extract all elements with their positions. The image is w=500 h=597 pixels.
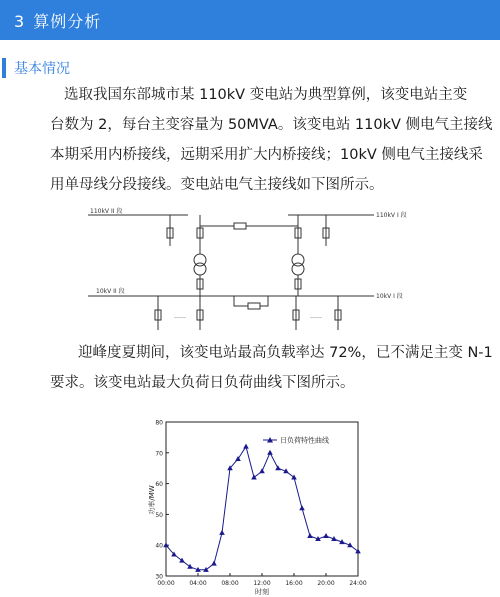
data-point <box>307 533 313 538</box>
data-point <box>291 474 297 479</box>
section-title: 3 算例分析 <box>14 11 102 31</box>
section-header <box>0 0 500 40</box>
data-point <box>275 465 281 470</box>
data-point <box>267 450 273 455</box>
x-tick-label: 04:00 <box>189 580 207 587</box>
feeder-ellipsis-right: …… <box>310 313 322 320</box>
bridge-breaker <box>234 223 246 229</box>
bus-tie-breaker <box>248 303 260 309</box>
data-point <box>219 530 225 535</box>
x-tick-label: 08:00 <box>221 580 239 587</box>
y-tick-label: 30 <box>155 573 163 581</box>
data-point <box>355 548 361 553</box>
y-tick-label: 60 <box>155 481 163 489</box>
legend <box>263 436 329 445</box>
heading-accent-bar <box>2 58 6 78</box>
paragraph-line: 用单母线分段接线。变电站电气主接线如下图所示。 <box>50 177 384 193</box>
paragraph-line: 选取我国东部城市某 110kV 变电站为典型算例，该变电站主变 <box>64 87 468 103</box>
x-tick-label: 16:00 <box>285 580 303 587</box>
x-tick-label: 20:00 <box>317 580 335 587</box>
x-tick-label: 00:00 <box>157 580 175 587</box>
label-10kv-ii: 10kV II 段 <box>96 288 125 295</box>
data-point <box>243 444 249 449</box>
paragraph-line: 本期采用内桥接线，远期采用扩大内桥接线；10kV 侧电气主接线采 <box>50 147 483 163</box>
legend-label: 日负荷特性曲线 <box>280 436 329 445</box>
data-point <box>323 533 329 538</box>
data-point <box>211 561 217 566</box>
data-point <box>187 564 193 569</box>
wiring-diagram <box>88 206 418 336</box>
label-110kv-ii: 110kV II 段 <box>90 208 123 215</box>
subsection-heading <box>2 56 70 80</box>
y-axis-label: 功率/MW <box>147 485 156 515</box>
y-tick-label: 70 <box>155 450 163 458</box>
y-tick-label: 80 <box>155 419 163 427</box>
bridge-left <box>200 215 234 226</box>
paragraph-load <box>50 338 493 398</box>
y-tick-label: 50 <box>155 511 163 519</box>
y-tick-label: 40 <box>155 542 163 550</box>
label-10kv-i: 10kV I 段 <box>376 293 403 300</box>
data-point <box>299 505 305 510</box>
plot-area <box>166 422 358 576</box>
subsection-title: 基本情况 <box>14 61 70 77</box>
x-axis-label: 时刻 <box>255 588 269 596</box>
bridge-right <box>246 215 298 226</box>
data-point <box>179 558 185 563</box>
paragraph-intro <box>50 80 493 200</box>
series-line <box>166 447 358 570</box>
data-point <box>251 474 257 479</box>
paragraph-line: 台数为 2，每台主变容量为 50MVA。该变电站 110kV 侧电气主接线 <box>50 117 493 133</box>
x-tick-label: 24:00 <box>349 580 367 587</box>
load-curve-chart <box>146 412 367 596</box>
paragraph-line: 要求。该变电站最大负荷日负荷曲线下图所示。 <box>50 375 355 391</box>
feeder-ellipsis-left: …… <box>174 313 186 320</box>
x-tick-label: 12:00 <box>253 580 271 587</box>
data-point <box>259 468 265 473</box>
paragraph-line: 迎峰度夏期间，该变电站最高负载率达 72%，已不满足主变 N-1 <box>78 345 493 361</box>
label-110kv-i: 110kV I 段 <box>376 212 407 219</box>
